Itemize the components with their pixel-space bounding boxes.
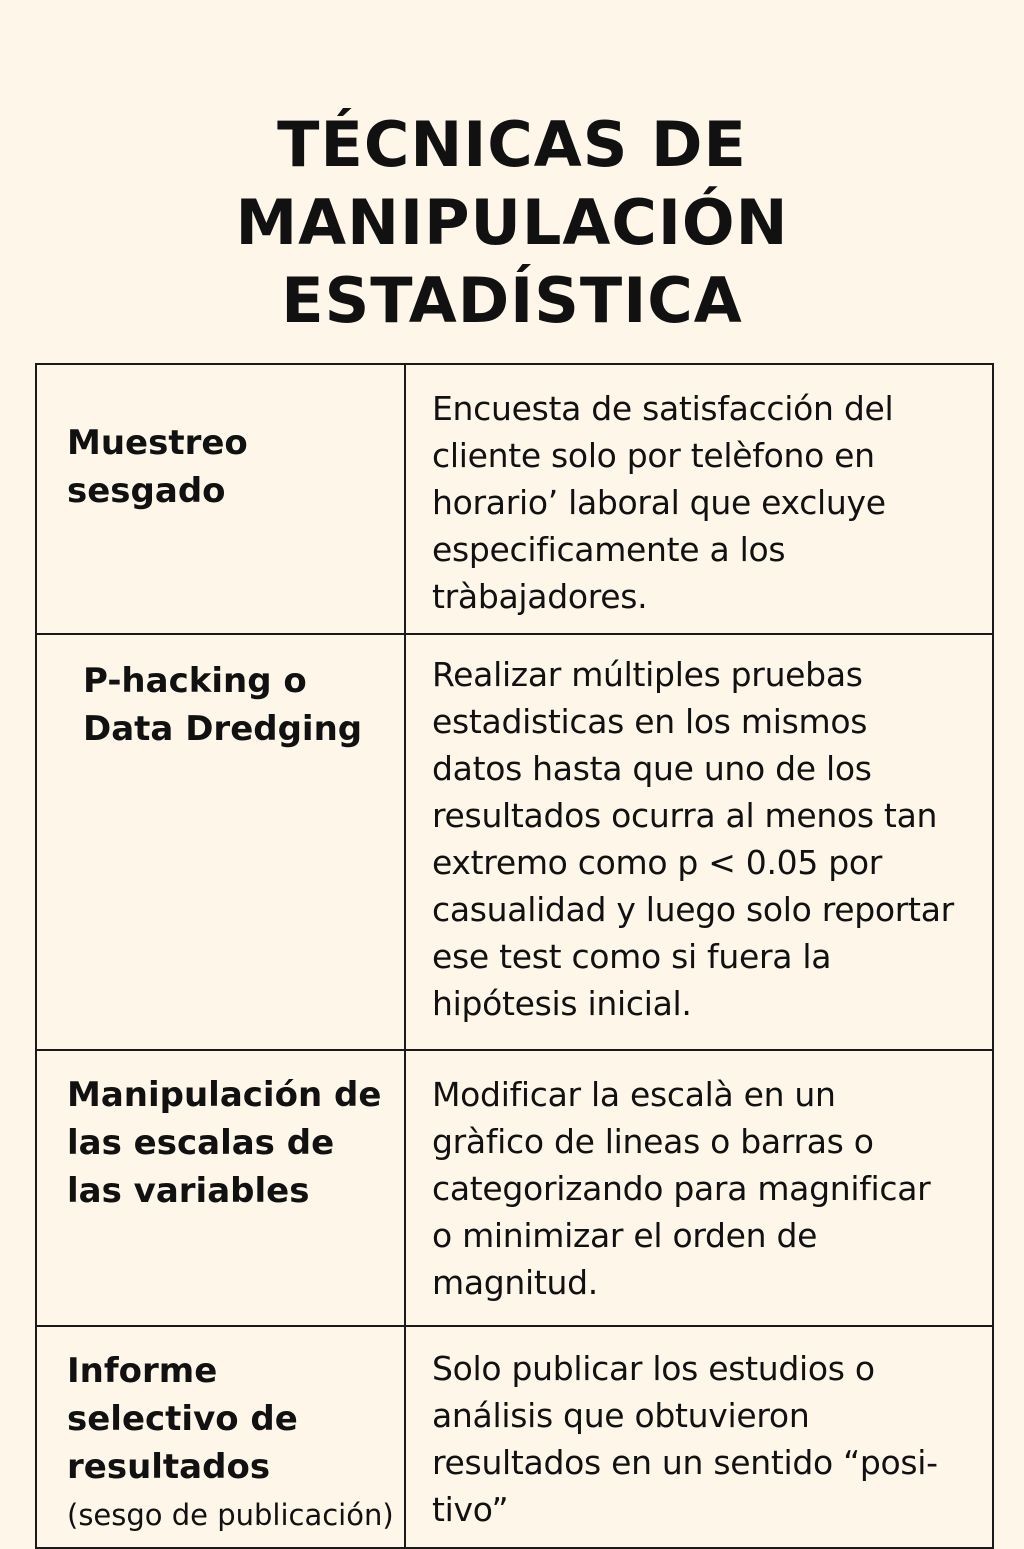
description-line: o minimizar el orden de (432, 1216, 818, 1255)
description-line: gràfico de lineas o barras o (432, 1122, 874, 1161)
table-row (36, 1050, 993, 1326)
term-label (37, 1327, 404, 1539)
description-line: tivo” (432, 1490, 509, 1529)
description-line: extremo como p < 0.05 por (432, 843, 883, 882)
term-label: Muestreo sesgado (67, 423, 248, 511)
page-title (0, 106, 1024, 340)
title-line: ESTADÍSTICA (281, 264, 743, 337)
description-text (406, 1327, 992, 1533)
description-line: cliente solo por telèfono en (432, 436, 875, 475)
description-cell (405, 634, 993, 1050)
description-text (406, 365, 992, 620)
description-line: análisis que obtuvieron (432, 1396, 810, 1435)
description-line: estadisticas en los mismos (432, 702, 868, 741)
term-cell (36, 364, 405, 634)
term-subtitle: (sesgo de publicación) (67, 1498, 394, 1532)
description-line: magnitud. (432, 1263, 598, 1302)
description-line: resultados en un sentido “posi- (432, 1443, 938, 1482)
term-label: Manipulación de las escalas de las variables (67, 1075, 382, 1211)
description-cell (405, 1050, 993, 1326)
term-cell (36, 1326, 405, 1548)
title-line: TÉCNICAS DE (277, 108, 747, 181)
description-line: hipótesis inicial. (432, 984, 692, 1023)
description-text (406, 1051, 992, 1306)
description-line: Realizar múltiples pruebas (432, 655, 863, 694)
description-line: tràbajadores. (432, 577, 648, 616)
description-line: Solo publicar los estudios o (432, 1349, 875, 1388)
description-line: casualidad y luego solo reportar (432, 890, 954, 929)
table-row (36, 634, 993, 1050)
description-line: categorizando para magnificar (432, 1169, 931, 1208)
techniques-table (35, 363, 994, 1549)
description-line: especificamente a los (432, 530, 786, 569)
table-row (36, 1326, 993, 1548)
description-cell (405, 364, 993, 634)
term-main: Informe selectivo de resultados (67, 1351, 298, 1487)
description-line: resultados ocurra al menos tan (432, 796, 938, 835)
table-row (36, 364, 993, 634)
description-text (406, 635, 992, 1027)
description-line: Encuesta de satisfacción del (432, 389, 894, 428)
term-label: P-hacking o Data Dredging (83, 661, 363, 749)
description-line: ese test como si fuera la (432, 937, 832, 976)
description-line: horario’ laboral que excluye (432, 483, 886, 522)
title-line: MANIPULACIÓN (235, 186, 789, 259)
description-cell (405, 1326, 993, 1548)
description-line: Modificar la escalà en un (432, 1075, 836, 1114)
term-cell (36, 634, 405, 1050)
description-line: datos hasta que uno de los (432, 749, 872, 788)
term-cell (36, 1050, 405, 1326)
